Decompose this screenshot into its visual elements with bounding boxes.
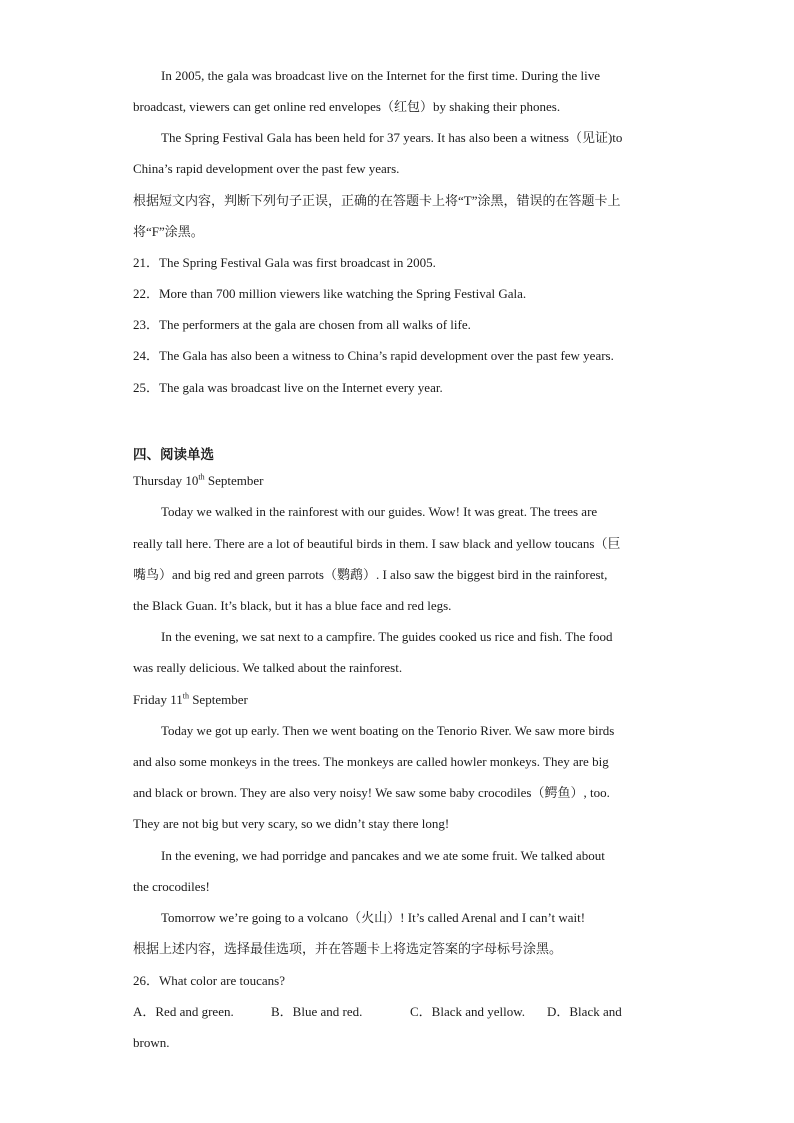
- diary2-paragraph-3-line-1: Tomorrow we’re going to a volcano（火山）! It’s called Arenal and I can’t wait!: [161, 910, 586, 925]
- diary2-paragraph-2-line-1: In the evening, we had porridge and pancakes and we ate some fruit. We talked about: [161, 848, 605, 863]
- gala-paragraph-1-line-2: broadcast, viewers can get online red envelopes（红包）by shaking their phones.: [133, 99, 561, 114]
- tf-question-25: 25．The gala was broadcast live on the Internet every year.: [133, 380, 443, 395]
- tf-question-24: 24．The Gala has also been a witness to China’s rapid development over the past few years.: [133, 348, 614, 363]
- tf-question-21: 21．The Spring Festival Gala was first broadcast in 2005.: [133, 255, 436, 270]
- mc-instruction: 根据上述内容，选择最佳选项，并在答题卡上将选定答案的字母标号涂黑。: [133, 941, 563, 956]
- gala-paragraph-1-line-1: In 2005, the gala was broadcast live on the Internet for the first time. During the live: [161, 68, 600, 83]
- diary1-paragraph-2-line-2: was really delicious. We talked about the rainforest.: [133, 660, 403, 675]
- tf-instruction-line-2: 将“F”涂黑。: [133, 224, 204, 239]
- diary2-paragraph-1-line-4: They are not big but very scary, so we didn’t stay there long!: [133, 816, 450, 831]
- diary2-paragraph-2-line-2: the crocodiles!: [133, 879, 210, 894]
- diary2-paragraph-1-line-3: and black or brown. They are also very noisy! We saw some baby crocodiles（鳄鱼）, too.: [133, 785, 610, 800]
- diary2-paragraph-1-line-2: and also some monkeys in the trees. The monkeys are called howler monkeys. They are big: [133, 754, 609, 769]
- option-d[interactable]: D．Black and: [547, 1004, 622, 1019]
- tf-instruction-line-1: 根据短文内容，判断下列句子正误，正确的在答题卡上将“T”涂黑，错误的在答题卡上: [133, 193, 621, 208]
- diary1-paragraph-1-line-4: the Black Guan. It’s black, but it has a blue face and red legs.: [133, 598, 452, 613]
- option-c[interactable]: C．Black and yellow.: [410, 1004, 526, 1019]
- diary-date-friday: Friday 11th September: [133, 691, 248, 707]
- option-b[interactable]: B．Blue and red.: [271, 1004, 363, 1019]
- tf-question-22: 22．More than 700 million viewers like watching the Spring Festival Gala.: [133, 286, 527, 301]
- question-26-stem: 26．What color are toucans?: [133, 973, 285, 988]
- diary1-paragraph-1-line-2: really tall here. There are a lot of beautiful birds in them. I saw black and yellow toucans（巨: [133, 536, 621, 551]
- section-heading: 四、阅读单选: [133, 447, 214, 462]
- option-d-continuation: brown.: [133, 1035, 170, 1050]
- diary1-paragraph-1-line-1: Today we walked in the rainforest with our guides. Wow! It was great. The trees are: [161, 504, 598, 519]
- gala-paragraph-2-line-2: China’s rapid development over the past few years.: [133, 161, 400, 176]
- diary-date-thursday: Thursday 10th September: [133, 472, 264, 488]
- diary2-paragraph-1-line-1: Today we got up early. Then we went boating on the Tenorio River. We saw more birds: [161, 723, 615, 738]
- question-26-options: [133, 1004, 653, 1020]
- diary1-paragraph-1-line-3: 嘴鸟）and big red and green parrots（鹦鹉）. I also saw the biggest bird in the rainforest,: [133, 567, 608, 582]
- diary1-paragraph-2-line-1: In the evening, we sat next to a campfire. The guides cooked us rice and fish. The food: [161, 629, 613, 644]
- gala-paragraph-2-line-1: The Spring Festival Gala has been held for 37 years. It has also been a witness（见证)to: [161, 130, 623, 145]
- tf-question-23: 23．The performers at the gala are chosen from all walks of life.: [133, 317, 471, 332]
- option-a[interactable]: A．Red and green.: [133, 1004, 234, 1019]
